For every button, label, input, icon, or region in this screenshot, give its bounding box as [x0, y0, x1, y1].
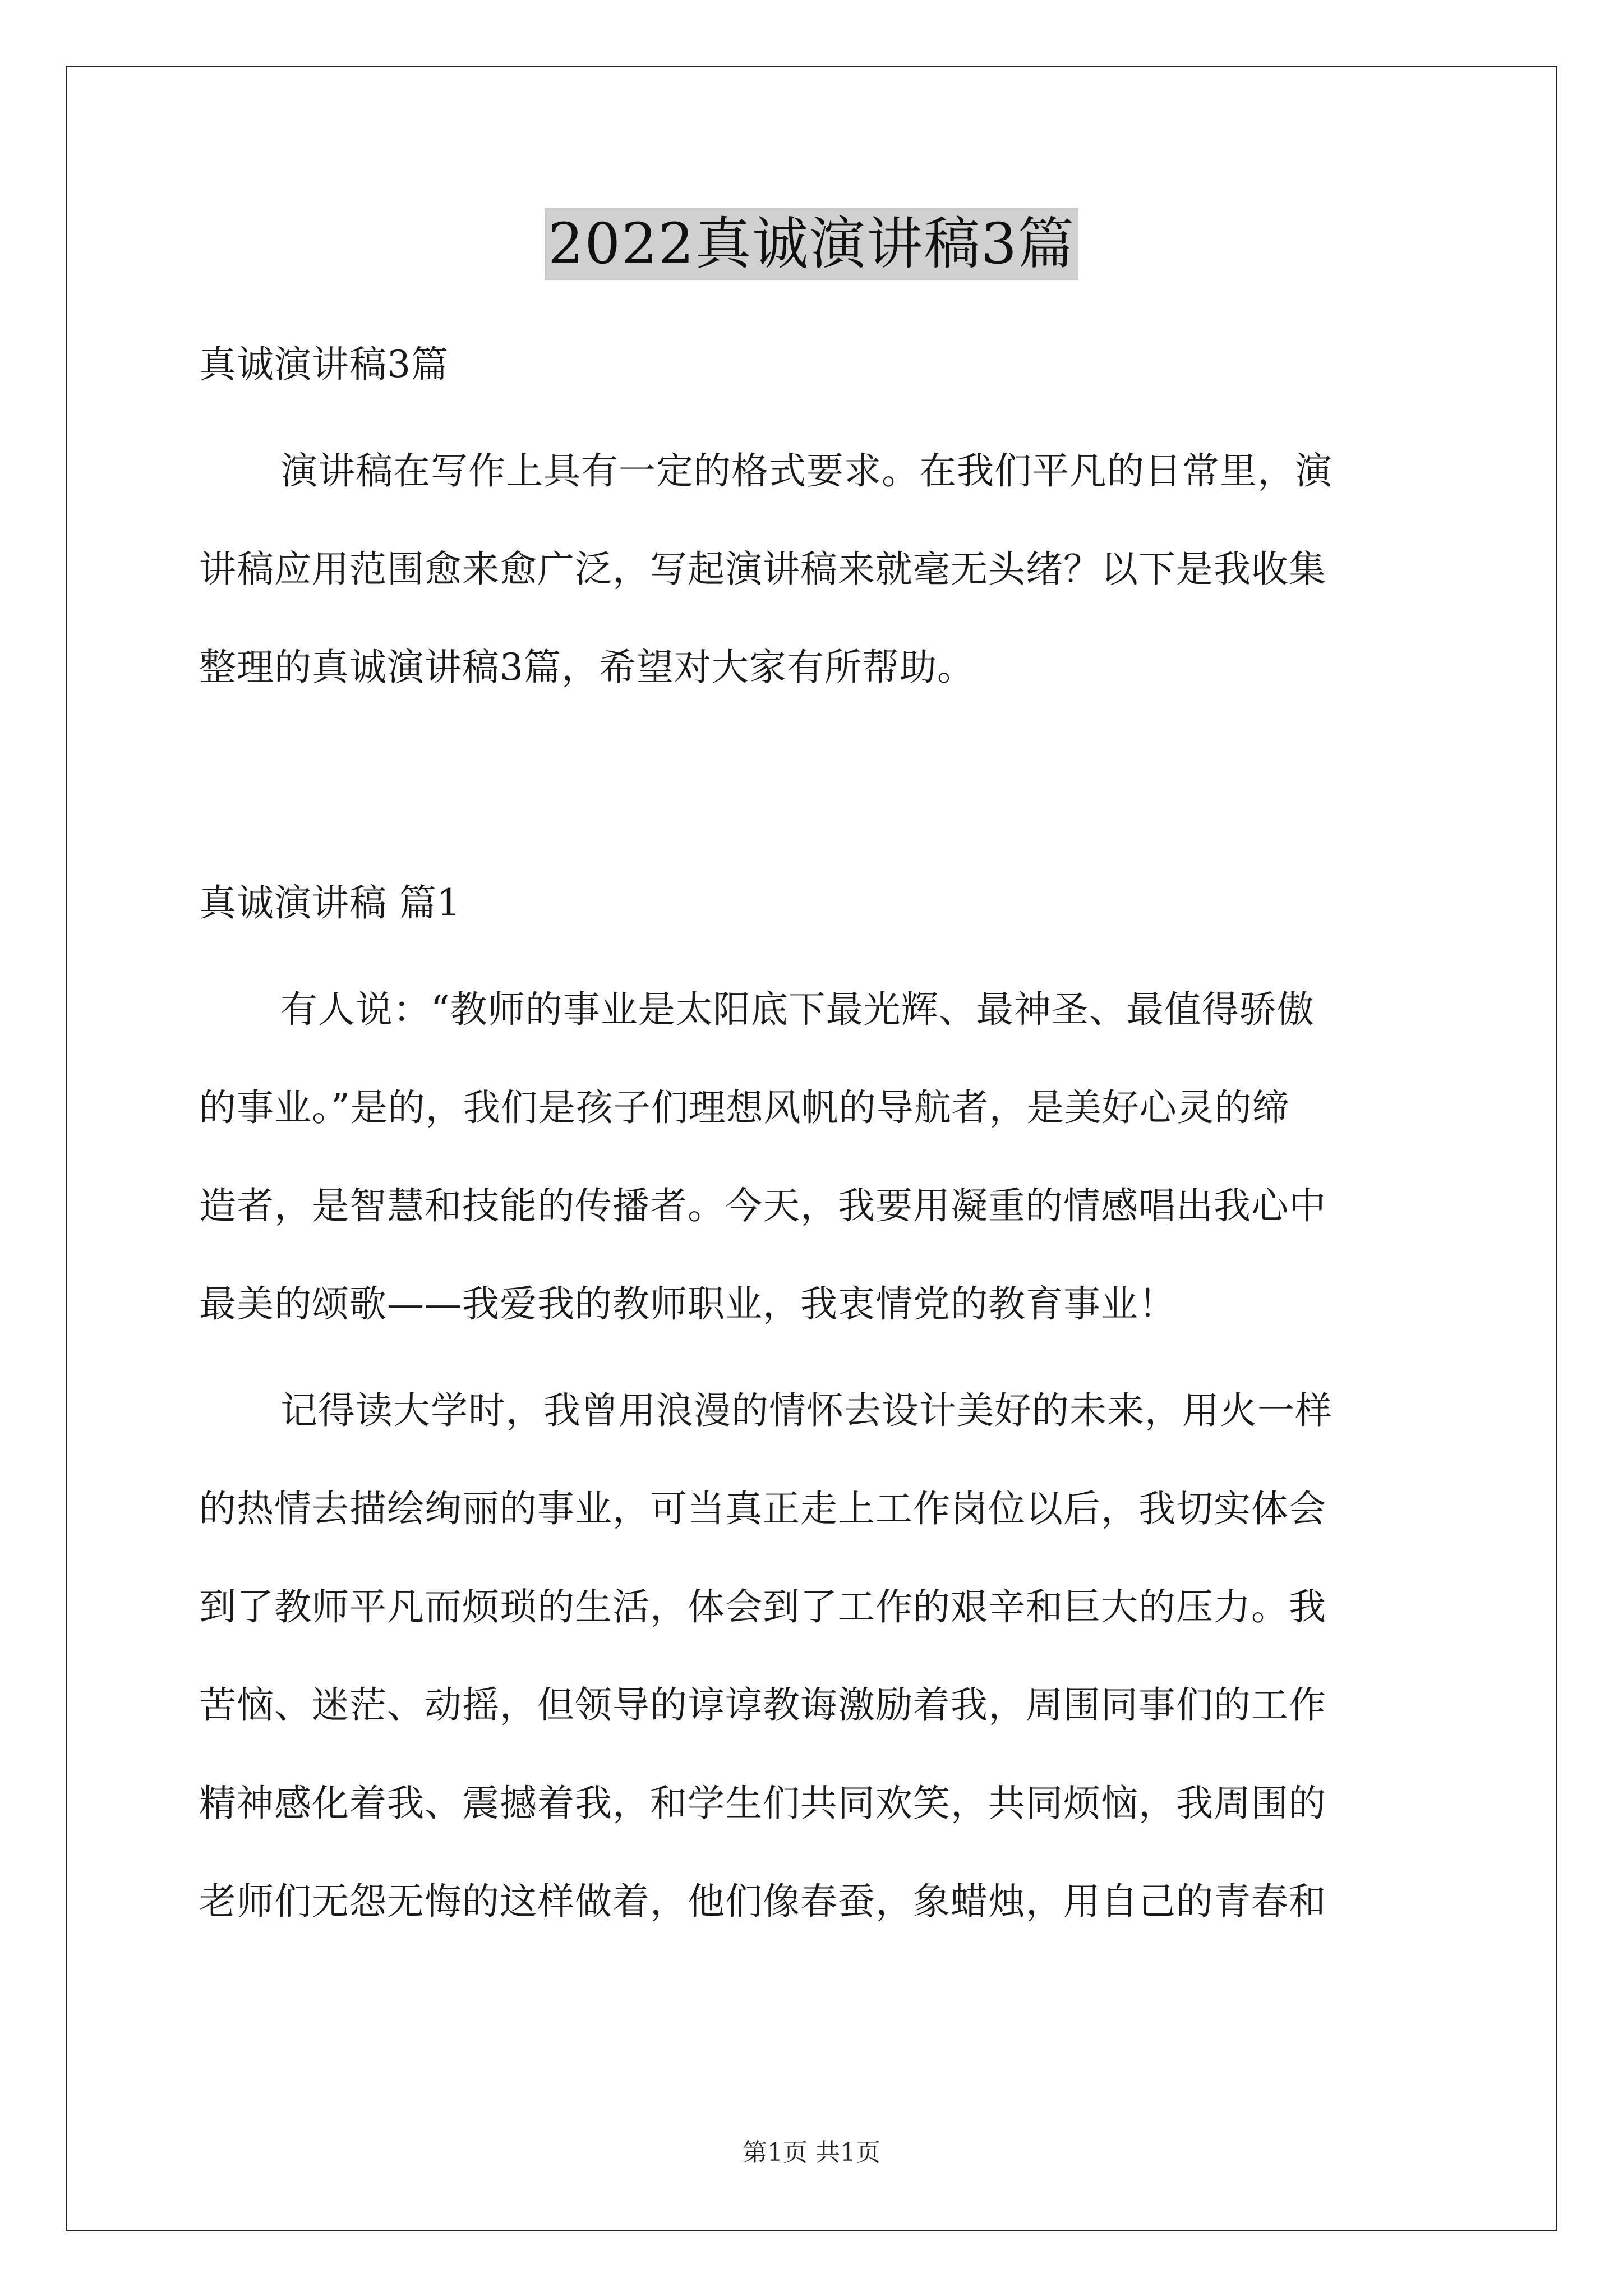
page-footer: 第1页 共1页	[743, 2138, 880, 2167]
title-container	[0, 208, 1623, 280]
section1-para1-line-4[interactable]: 最美的颂歌——我爱我的教师职业，我衷情党的教育事业！	[199, 1282, 1176, 1326]
section1-para2-line-2[interactable]: 的热情去描绘绚丽的事业，可当真正走上工作岗位以后，我切实体会	[199, 1487, 1326, 1530]
section1-para2-line-4[interactable]: 苦恼、迷茫、动摇，但领导的谆谆教诲激励着我，周围同事们的工作	[199, 1683, 1326, 1727]
section1-para1-line-3[interactable]: 造者，是智慧和技能的传播者。今天，我要用凝重的情感唱出我心中	[199, 1184, 1326, 1227]
section1-para2-line-1[interactable]: 记得读大学时，我曾用浪漫的情怀去设计美好的未来，用火一样	[280, 1389, 1332, 1432]
section1-heading[interactable]: 真诚演讲稿 篇1	[199, 881, 461, 924]
section1-para2-line-6[interactable]: 老师们无怨无悔的这样做着，他们像春蚕，象蜡烛，用自己的青春和	[199, 1880, 1326, 1923]
intro-line-1[interactable]: 演讲稿在写作上具有一定的格式要求。在我们平凡的日常里，演	[280, 449, 1332, 493]
section1-para2-line-5[interactable]: 精神感化着我、震撼着我，和学生们共同欢笑，共同烦恼，我周围的	[199, 1782, 1326, 1825]
document-title[interactable]: 2022真诚演讲稿3篇	[545, 208, 1078, 280]
intro-line-3[interactable]: 整理的真诚演讲稿3篇，希望对大家有所帮助。	[199, 646, 975, 689]
subtitle[interactable]: 真诚演讲稿3篇	[199, 343, 449, 386]
section1-para2-line-3[interactable]: 到了教师平凡而烦琐的生活，体会到了工作的艰辛和巨大的压力。我	[199, 1585, 1326, 1628]
intro-line-2[interactable]: 讲稿应用范围愈来愈广泛，写起演讲稿来就毫无头绪？以下是我收集	[199, 547, 1326, 591]
section1-para1-line-1[interactable]: 有人说：“教师的事业是太阳底下最光辉、最神圣、最值得骄傲	[280, 988, 1315, 1031]
section1-para1-line-2[interactable]: 的事业。”是的，我们是孩子们理想风帆的导航者，是美好心灵的缔	[199, 1086, 1290, 1129]
